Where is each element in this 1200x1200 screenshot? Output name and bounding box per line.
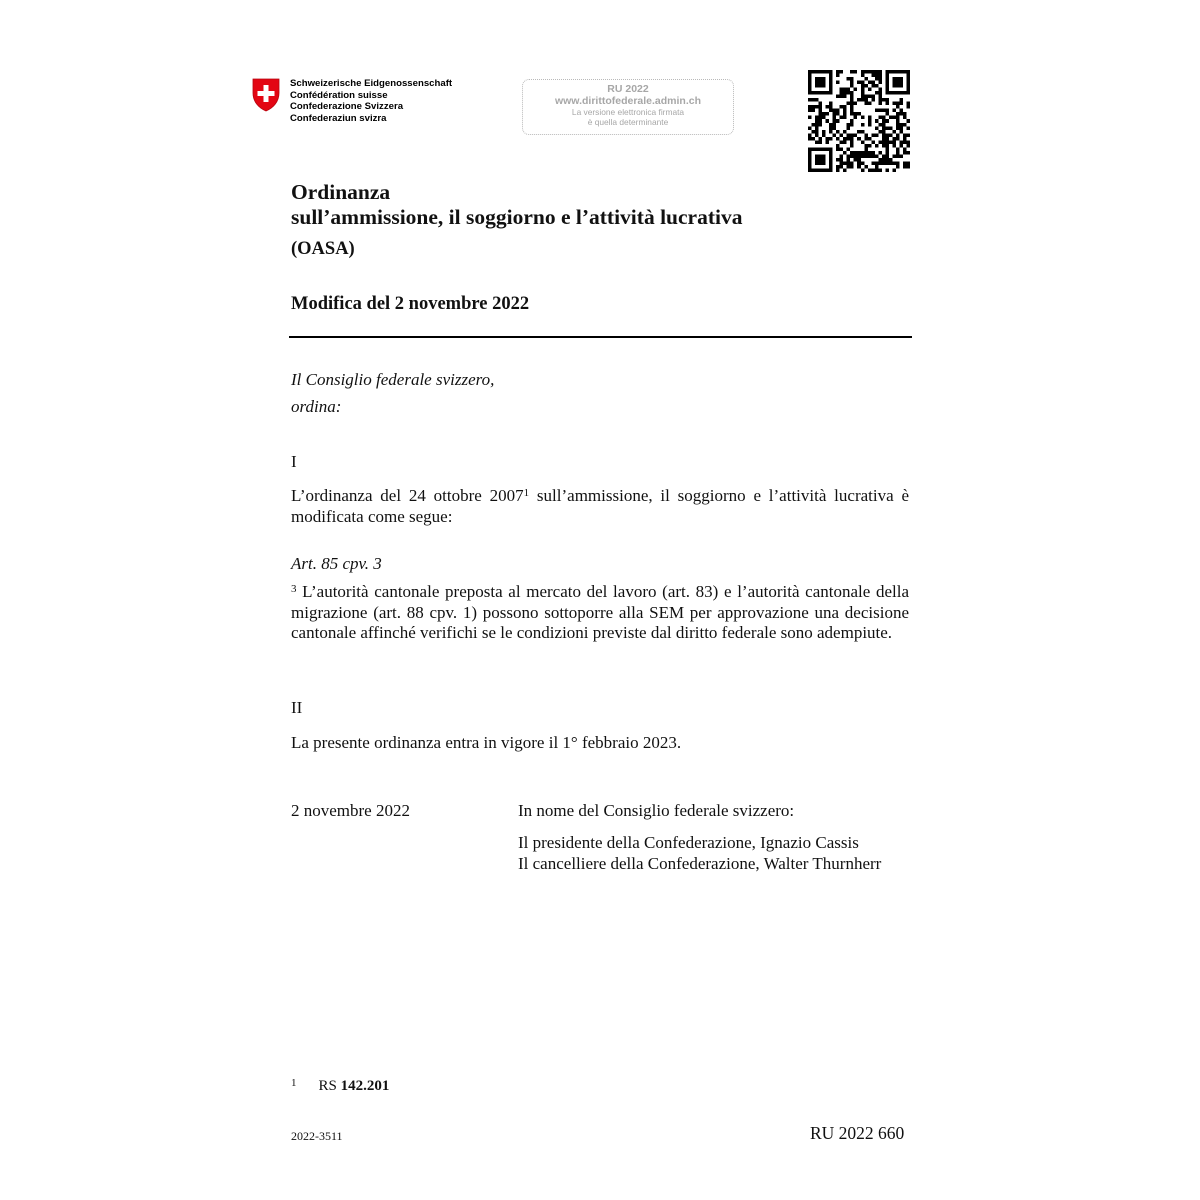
intro-text-before: L’ordinanza del 24 ottobre 2007 [291, 486, 524, 505]
confederation-name-de: Schweizerische Eidgenossenschaft [290, 78, 453, 89]
official-collection-number: RU 2022 660 [810, 1123, 905, 1143]
preamble [291, 366, 494, 420]
article-reference: Art. 85 cpv. 3 [291, 554, 382, 573]
amendment-date: Modifica del 2 novembre 2022 [291, 294, 530, 314]
signatory-chancellor: Il cancelliere della Confederazione, Walter Thurnherr [518, 853, 882, 873]
confederation-name-it: Confederazione Svizzera [290, 101, 404, 112]
stamp-note-1: La versione elettronica firmata [571, 107, 685, 117]
article-paragraph [291, 582, 909, 644]
footnote [291, 1078, 389, 1095]
qr-code-icon[interactable] [808, 70, 910, 172]
title-divider [289, 336, 912, 338]
paragraph-text: L’autorità cantonale preposta al mercato del lavoro (art. 83) e l’autorità cantonale della migrazione (art. 88 cpv. 1) possono sottoporre alla SEM per approvazione una decisione cantonale affinché verifichi se le condizioni previste dal diritto federale sono adempiute. [291, 582, 909, 642]
confederation-name-rm: Confederaziun svizra [290, 112, 387, 124]
title-line-2: sull’ammissione, il soggiorno e l’attività lucrativa [291, 205, 743, 229]
stamp-note-2: è quella determinante [587, 117, 669, 127]
intro-text-after: sull’ammissione, il soggiorno e l’attività lucrativa è modificata come segue: [291, 486, 909, 526]
footnote-number: 1 [291, 1077, 297, 1089]
paragraph-number: 3 [291, 583, 297, 595]
footnote-prefix: RS [318, 1078, 341, 1094]
section-number-1: I [291, 452, 297, 471]
confederation-names [290, 78, 452, 124]
swiss-crest-icon [251, 78, 281, 112]
title-line-1: Ordinanza [291, 180, 391, 204]
footnote-ref-1[interactable]: 1 [523, 487, 530, 499]
entry-into-force: La presente ordinanza entra in vigore il 1° febbraio 2023. [291, 733, 682, 752]
section-number-2: II [291, 698, 303, 717]
preamble-verb: ordina: [291, 397, 342, 416]
stamp-website: www.dirittofederale.admin.ch [554, 95, 702, 107]
signature-on-behalf: In nome del Consiglio federale svizzero: [518, 801, 795, 820]
signature-date: 2 novembre 2022 [291, 801, 410, 820]
confederation-name-fr: Confédération suisse [290, 89, 388, 101]
document-id: 2022-3511 [291, 1129, 343, 1143]
footnote-reference[interactable]: 142.201 [340, 1078, 390, 1094]
preamble-issuer: Il Consiglio federale svizzero, [291, 370, 495, 389]
title-abbreviation: (OASA) [291, 239, 355, 259]
signatories [518, 833, 881, 874]
document-title [291, 180, 742, 262]
section-1-intro [291, 486, 909, 527]
electronic-version-stamp [522, 79, 734, 135]
stamp-collection: RU 2022 [607, 83, 649, 95]
signatory-president: Il presidente della Confederazione, Ignazio Cassis [518, 833, 859, 852]
